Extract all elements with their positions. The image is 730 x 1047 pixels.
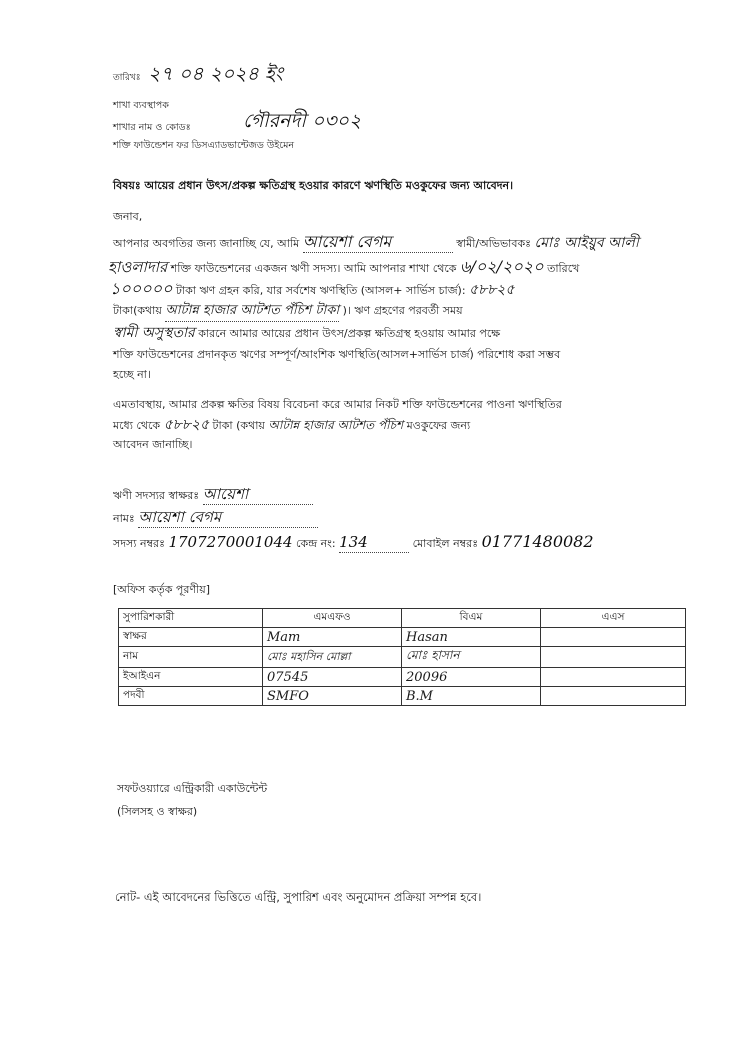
member-id-value: 1707270001044 — [168, 533, 293, 551]
footer-note: নোট- এই আবেদনের ভিত্তিতে এন্ট্রি, সুপারিশ এবং অনুমোদন প্রক্রিয়া সম্পন্ন হবে। — [115, 890, 482, 904]
member-name-row — [113, 507, 318, 529]
para1-l2-text-b: তারিখে — [547, 262, 580, 275]
bm-cell: B.M — [402, 687, 541, 706]
mobile-label: মোবাইল নম্বরঃ — [412, 537, 479, 550]
guardian-name-a: মোঃ আইয়ুব আলী — [534, 235, 639, 251]
mfo-cell: 07545 — [263, 668, 402, 687]
center-value: 134 — [339, 532, 409, 553]
para1-line3 — [110, 279, 515, 301]
recommendation-table — [118, 608, 686, 706]
para1-line5 — [113, 323, 500, 344]
member-signature-value: আয়েশা — [203, 484, 313, 505]
row-label: স্বাক্ষর — [119, 628, 263, 647]
para2-l2-text-b: টাকা (কথায় — [212, 419, 265, 432]
center-label: কেন্দ্র নং: — [296, 537, 336, 550]
row-label: নাম — [119, 647, 263, 668]
as-cell — [541, 628, 686, 647]
para1-line7: হচ্ছে না। — [113, 368, 151, 381]
balance-field: ৫৮৮২৫ — [469, 282, 515, 298]
para1-line2 — [108, 257, 579, 279]
loan-amount-field: ১০০০০০ — [110, 279, 173, 298]
table-header-cell: সুপারিশকারী — [119, 609, 263, 628]
mfo-cell: Mam — [263, 628, 402, 647]
member-name-value: আয়েশা বেগম — [138, 507, 318, 528]
para2-line1: এমতাবস্থায়, আমার প্রকল্প ক্ষতির বিষয় বিবেচনা করে আমার নিকট শক্তি ফাউন্ডেশনের পাওনা ঋণস্থিতির — [113, 398, 562, 411]
member-id-label: সদস্য নম্বরঃ — [113, 537, 165, 550]
accountant-label: সফটওয়্যারে এন্ট্রিকারী একাউন্টেন্ট — [117, 782, 268, 795]
para2-l2-text-c: মওকুফের জন্য — [406, 419, 471, 432]
branch-name-label: শাখার নাম ও কোডঃ — [113, 122, 191, 133]
member-id-row — [113, 532, 594, 554]
mfo-cell: মোঃ মহাসিন মোল্লা — [263, 647, 402, 668]
branch-name-value: গৌরনদী ০৩০২ — [243, 110, 362, 132]
member-signature-row — [113, 484, 313, 506]
balance-words-field: আটান্ন হাজার আটশত পঁচিশ টাকা — [165, 301, 339, 322]
loan-date-field: ৬/০২/২০২০ — [459, 257, 544, 276]
date-label: তারিখঃ — [113, 73, 141, 83]
table-row — [119, 647, 686, 668]
bm-cell: 20096 — [402, 668, 541, 687]
para1-l1-text-b: স্বামী/অভিভাবকঃ — [456, 237, 532, 250]
para1-line1 — [113, 232, 639, 254]
row-label: ইআইএন — [119, 668, 263, 687]
table-header-row — [119, 609, 686, 628]
date-value: ২৭ ০৪ ২০২৪ ইং — [148, 63, 283, 85]
para2-line2 — [113, 415, 470, 436]
table-header-cell: বিএম — [402, 609, 541, 628]
para1-line6: শক্তি ফাউন্ডেশনের প্রদানকৃত ঋণের সম্পূর্ণ/আংশিক ঋণস্থিতি(আসল+সার্ভিস চার্জ) পরিশোধ করা সম্ভব — [113, 348, 561, 361]
branch-manager-label: শাখা ব্যবস্থাপক — [113, 100, 169, 111]
table-header-cell: এমএফও — [263, 609, 402, 628]
table-row — [119, 668, 686, 687]
para2-line3: আবেদন জানাচ্ছি। — [113, 438, 193, 451]
table-row — [119, 687, 686, 706]
table-header-cell: এএস — [541, 609, 686, 628]
para1-l4-text-b: )। ঋণ গ্রহণের পরবর্তী সময় — [342, 304, 463, 317]
office-use-label: [অফিস কর্তৃক পূরণীয়] — [113, 583, 210, 596]
waiver-amount-words: আটান্ন হাজার আটশত পঁচিশ — [268, 418, 404, 432]
mfo-cell: SMFO — [263, 687, 402, 706]
para1-l2-text-a: শক্তি ফাউন্ডেশনের একজন ঋণী সদস্য। আমি আপনার শাখা থেকে — [170, 262, 457, 275]
organization-name: শক্তি ফাউন্ডেশন ফর ডিসএ্যাডভান্টেজড উইমেন — [113, 140, 295, 151]
subject-line: বিষয়ঃ আয়ের প্রধান উৎস/প্রকল্প ক্ষতিগ্রস্থ হওয়ার কারণে ঋণস্থিতি মওকুফের জন্য আবেদন। — [113, 179, 514, 192]
salutation: জনাব, — [113, 210, 143, 223]
table-row — [119, 628, 686, 647]
member-name-label: নামঃ — [113, 512, 135, 525]
row-label: পদবী — [119, 687, 263, 706]
mobile-value: 01771480082 — [481, 532, 594, 551]
as-cell — [541, 647, 686, 668]
para1-line4 — [113, 301, 463, 322]
accountant-seal-label: (সিলসহ ও স্বাক্ষর) — [117, 805, 198, 818]
bm-cell: Hasan — [402, 628, 541, 647]
as-cell — [541, 687, 686, 706]
para1-l1-text-a: আপনার অবগতির জন্য জানাচ্ছি যে, আমি — [113, 237, 300, 250]
guardian-name-b: হাওলাদার — [108, 258, 168, 276]
para1-l4-text-a: টাকা(কথায় — [113, 304, 162, 317]
reason-field: স্বামী অসুস্থতার — [113, 325, 195, 341]
para2-l2-text-a: মধ্যে থেকে — [113, 419, 161, 432]
applicant-name-field: আয়েশা বেগম — [303, 232, 453, 253]
para1-l3-text: টাকা ঋণ গ্রহন করি, যার সর্বশেষ ঋণস্থিতি (আসল+ সার্ভিস চার্জ): — [175, 284, 466, 297]
as-cell — [541, 668, 686, 687]
bm-cell: মোঃ হাসান — [402, 647, 541, 668]
waiver-amount-field: ৫৮৮২৫ — [163, 417, 210, 433]
member-signature-label: ঋণী সদস্যর স্বাক্ষরঃ — [113, 489, 200, 502]
para1-l5-text: কারনে আমার আয়ের প্রধান উৎস/প্রকল্প ক্ষতিগ্রস্থ হওয়ায় আমার পক্ষে — [198, 327, 501, 340]
